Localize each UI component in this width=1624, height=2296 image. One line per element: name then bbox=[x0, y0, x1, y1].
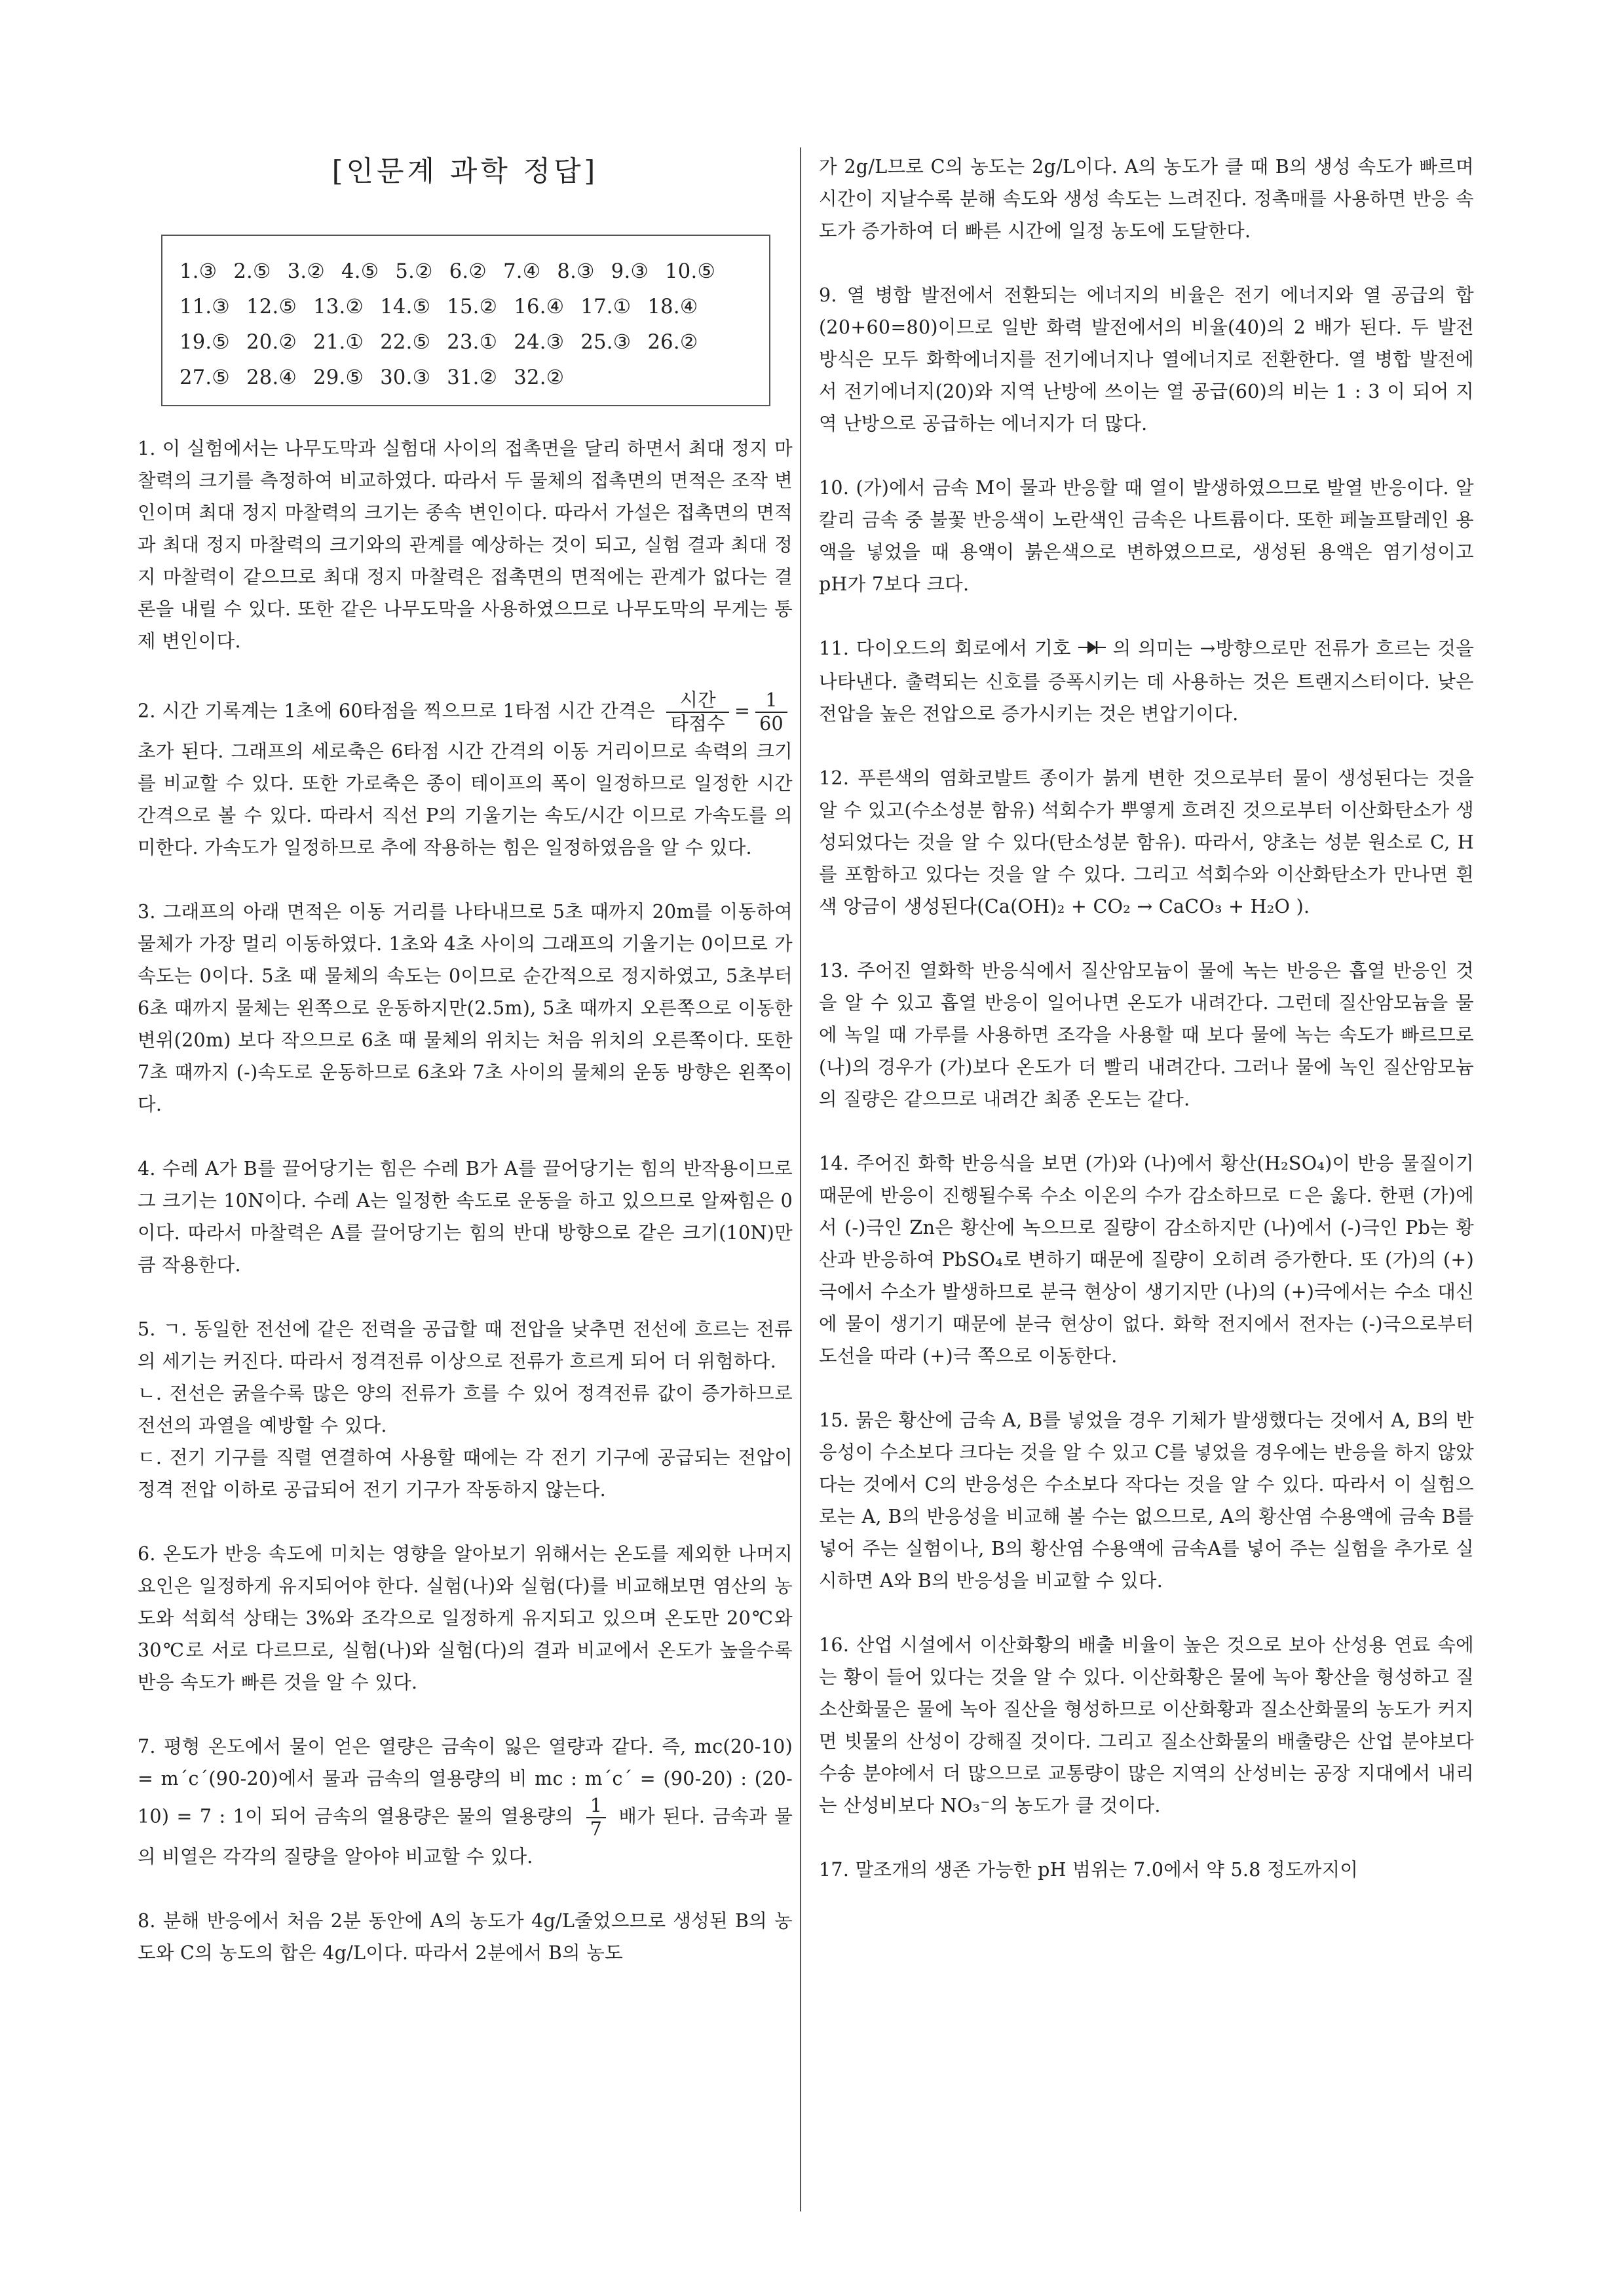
answer-item: 19.⑤ bbox=[179, 331, 231, 354]
explanation-10: 10. (가)에서 금속 M이 물과 반응할 때 열이 발생하였으므로 발열 반응이다. 알칼리 금속 중 불꽃 반응색이 노란색인 금속은 나트륨이다. 또한 페놀프탈레인 용액을 넣었을 때 용액이 붉은색으로 변하였으므로, 생성된 용액은 염기성이고 pH가 7보다 크다. bbox=[819, 477, 1474, 595]
answer-item: 22.⑤ bbox=[380, 331, 431, 354]
answer-item: 5.② bbox=[395, 260, 433, 283]
answer-item: 32.② bbox=[514, 366, 565, 389]
fraction-one-sixtieth bbox=[755, 689, 787, 735]
explanation-6: 6. 온도가 반응 속도에 미치는 영향을 알아보기 위해서는 온도를 제외한 나머지 요인은 일정하게 유지되어야 한다. 실험(나)와 실험(다)를 비교해보면 염산의 농도와 석회석 상태는 3%와 조각으로 일정하게 유지되고 있으며 온도만 20℃와 30℃로 서로 다르므로, 실험(나)와 실험(다)의 결과 비교에서 온도가 높을수록 반응 속도가 빠른 것을 알 수 있다. bbox=[138, 1543, 793, 1693]
explanation-11-intro: 11. 다이오드의 회로에서 기호 bbox=[819, 638, 1071, 659]
answer-item: 16.④ bbox=[514, 296, 565, 318]
explanation-17-start: 17. 말조개의 생존 가능한 pH 범위는 7.0에서 약 5.8 정도까지이 bbox=[819, 1859, 1359, 1881]
column-divider bbox=[800, 147, 801, 2211]
right-column bbox=[819, 151, 1474, 1886]
explanation-15: 15. 묽은 황산에 금속 A, B를 넣었을 경우 기체가 발생했다는 것에서 A, B의 반응성이 수소보다 크다는 것을 알 수 있고 C를 넣었을 경우에는 반응을 하지 않았다는 것에서 C의 반응성은 수소보다 작다는 것을 알 수 있다. 따라서 이 실험으로는 A, B의 반응성을 비교해 볼 수는 없으므로, A의 황산염 수용액에 금속 B를 넣어 주는 실험이나, B의 황산염 수용액에 금속A를 넣어 주는 실험을 추가로 실시하면 A와 B의 반응성을 비교할 수 있다. bbox=[819, 1409, 1474, 1592]
explanation-1: 1. 이 실험에서는 나무도막과 실험대 사이의 접촉면을 달리 하면서 최대 정지 마찰력의 크기를 측정하여 비교하였다. 따라서 두 물체의 접촉면의 면적은 조작 변인이며 최대 정지 마찰력의 크기는 종속 변인이다. 따라서 가설은 접촉면의 면적과 최대 정지 마찰력의 크기와의 관계를 예상하는 것이 되고, 실험 결과 최대 정지 마찰력이 같으므로 최대 정지 마찰력은 접촉면의 면적에는 관계가 없다는 결론을 내릴 수 있다. 또한 같은 나무도막을 사용하였으므로 나무도막의 무게는 통제 변인이다. bbox=[138, 438, 793, 652]
explanation-16: 16. 산업 시설에서 이산화황의 배출 비율이 높은 것으로 보아 산성용 연료 속에는 황이 들어 있다는 것을 알 수 있다. 이산화황은 물에 녹아 황산을 형성하고 질소산화물은 물에 녹아 질산을 형성하므로 이산화황과 질소산화물의 농도가 커지면 빗물의 산성이 강해질 것이다. 그리고 질소산화물의 배출량은 산업 분야보다 수송 분야에서 더 많으므로 교통량이 많은 지역의 산성비는 공장 지대에서 내리는 산성비보다 NO₃⁻의 농도가 클 것이다. bbox=[819, 1634, 1474, 1816]
explanation-7-body: 배가 된다. 금속과 물의 비열은 각각의 질량을 알아야 비교할 수 있다. bbox=[138, 1805, 793, 1867]
fraction-numerator: 1 bbox=[755, 689, 787, 713]
answer-item: 7.④ bbox=[503, 260, 541, 283]
left-column bbox=[138, 152, 793, 1969]
explanation-8-start: 8. 분해 반응에서 처음 2분 동안에 A의 농도가 4g/L줄었으므로 생성된 B의 농도와 C의 농도의 합은 4g/L이다. 따라서 2분에서 B의 농도 bbox=[138, 1910, 793, 1964]
answer-item: 13.② bbox=[313, 296, 364, 318]
explanation-13: 13. 주어진 열화학 반응식에서 질산암모늄이 물에 녹는 반응은 흡열 반응인 것을 알 수 있고 흡열 반응이 일어나면 온도가 내려간다. 그런데 질산암모늄을 물에 녹일 때 가루를 사용하면 조각을 사용할 때 보다 물에 녹는 속도가 빠르므로 (나)의 경우가 (가)보다 온도가 더 빨리 내려간다. 그러나 물에 녹인 질산암모늄의 질량은 같으므로 내려간 최종 온도는 같다. bbox=[819, 960, 1474, 1110]
explanation-11 bbox=[819, 632, 1474, 730]
chemical-equation: Ca(OH)₂ + CO₂ → CaCO₃ + H₂O bbox=[984, 896, 1291, 917]
fraction-denominator: 60 bbox=[759, 713, 784, 735]
answer-item: 26.② bbox=[647, 331, 698, 354]
answer-item: 27.⑤ bbox=[179, 366, 231, 389]
answer-item: 1.③ bbox=[179, 260, 217, 283]
explanation-7 bbox=[138, 1731, 793, 1873]
fraction-denominator: 타점수 bbox=[670, 713, 725, 735]
explanation-12 bbox=[819, 762, 1474, 923]
explanation-2 bbox=[138, 689, 793, 864]
answer-item: 6.② bbox=[449, 260, 487, 283]
explanation-12-end: ). bbox=[1296, 896, 1310, 917]
fraction-one-seventh bbox=[586, 1795, 606, 1841]
answer-item: 11.③ bbox=[179, 296, 231, 318]
explanation-7-intro: 7. 평형 온도에서 물이 얻은 열량은 금속이 잃은 열량과 같다. 즉, mc(20-10) = m´c´(90-20)에서 물과 금속의 열용량의 비 mc : m´c´ = (90-20) : (20-10) = 7 : 1이 되어 금속의 열용량은 물의 열용량의 bbox=[138, 1736, 793, 1827]
explanation-2-body: 초가 된다. 그래프의 세로축은 6타점 시간 간격의 이동 거리이므로 속력의 크기를 비교할 수 있다. 또한 가로축은 종이 테이프의 폭이 일정하므로 일정한 시간 간격으로 볼 수 있다. 따라서 직선 P의 기울기는 속도/시간 이므로 가속도를 의미한다. 가속도가 일정하므로 추에 작용하는 힘은 일정하였음을 알 수 있다. bbox=[138, 740, 793, 858]
answer-item: 17.① bbox=[580, 296, 632, 318]
answer-item: 18.④ bbox=[647, 296, 698, 318]
explanation-5 bbox=[138, 1313, 793, 1506]
fraction-time-per-dot bbox=[666, 689, 729, 735]
answer-item: 15.② bbox=[447, 296, 498, 318]
explanation-3: 3. 그래프의 아래 면적은 이동 거리를 나타내므로 5초 때까지 20m를 이동하여 물체가 가장 멀리 이동하였다. 1초와 4초 사이의 그래프의 기울기는 0이므로 가속도는 0이다. 5초 때 물체의 속도는 0이므로 순간적으로 정지하였고, 5초부터 6초 때까지 물체는 왼쪽으로 운동하지만(2.5m), 5초 때까지 오른쪽으로 이동한 변위(20m) 보다 작으므로 6초 때 물체의 위치는 처음 위치의 오른쪽이다. 또한 7초 때까지 (-)속도로 운동하므로 6초와 7초 사이의 물체의 운동 방향은 왼쪽이다. bbox=[138, 901, 793, 1115]
answer-item: 25.③ bbox=[580, 331, 632, 354]
answer-item: 8.③ bbox=[557, 260, 595, 283]
explanation-5-a: 5. ㄱ. 동일한 전선에 같은 전력을 공급할 때 전압을 낮추면 전선에 흐르는 전류의 세기는 커진다. 따라서 정격전류 이상으로 전류가 흐르게 되어 더 위험하다. bbox=[138, 1318, 793, 1372]
answer-item: 31.② bbox=[447, 366, 498, 389]
answer-item: 29.⑤ bbox=[313, 366, 364, 389]
page-title: [인문계 과학 정답] bbox=[331, 155, 599, 188]
answer-item: 21.① bbox=[313, 331, 364, 354]
answer-item: 12.⑤ bbox=[246, 296, 297, 318]
answer-item: 2.⑤ bbox=[233, 260, 271, 283]
answer-item: 24.③ bbox=[514, 331, 565, 354]
answer-item: 30.③ bbox=[380, 366, 431, 389]
explanation-2-intro: 2. 시간 기록계는 1초에 60타점을 찍으므로 1타점 시간 간격은 bbox=[138, 700, 655, 722]
explanation-5-b: ㄴ. 전선은 굵을수록 많은 양의 전류가 흐를 수 있어 정격전류 값이 증가하므로 전선의 과열을 예방할 수 있다. bbox=[138, 1383, 793, 1436]
diode-symbol-icon bbox=[1078, 634, 1106, 666]
explanation-4: 4. 수레 A가 B를 끌어당기는 힘은 수레 B가 A를 끌어당기는 힘의 반작용이므로 그 크기는 10N이다. 수레 A는 일정한 속도로 운동을 하고 있으므로 알짜힘은 0이다. 따라서 마찰력은 A를 끌어당기는 힘의 반대 방향으로 같은 크기(10N)만큼 작용한다. bbox=[138, 1158, 793, 1276]
answer-item: 28.④ bbox=[246, 366, 297, 389]
answer-key-box bbox=[161, 235, 770, 406]
answer-item: 10.⑤ bbox=[665, 260, 716, 283]
answer-item: 3.② bbox=[287, 260, 326, 283]
answer-item: 4.⑤ bbox=[341, 260, 379, 283]
explanation-11-body: 의 의미는 →방향으로만 전류가 흐르는 것을 나타낸다. 출력되는 신호를 증폭시키는 데 사용하는 것은 트랜지스터이다. 낮은 전압을 높은 전압으로 증가시키는 것은 변압기이다. bbox=[819, 638, 1475, 725]
explanation-5-c: ㄷ. 전기 기구를 직렬 연결하여 사용할 때에는 각 전기 기구에 공급되는 전압이 정격 전압 이하로 공급되어 전기 기구가 작동하지 않는다. bbox=[138, 1447, 793, 1501]
explanation-9: 9. 열 병합 발전에서 전환되는 에너지의 비율은 전기 에너지와 열 공급의 합(20+60=80)이므로 일반 화력 발전에서의 비율(40)의 2 배가 된다. 두 발전 방식은 모두 화학에너지를 전기에너지나 열에너지로 전환한다. 열 병합 발전에서 전기에너지(20)와 지역 난방에 쓰이는 열 공급(60)의 비는 1 : 3 이 되어 지역 난방으로 공급하는 에너지가 더 많다. bbox=[819, 284, 1474, 434]
explanation-12-body: 12. 푸른색의 염화코발트 종이가 붉게 변한 것으로부터 물이 생성된다는 것을 알 수 있고(수소성분 함유) 석회수가 뿌옇게 흐려진 것으로부터 이산화탄소가 생성되었다는 것을 알 수 있다(탄소성분 함유). 따라서, 양초는 성분 원소로 C, H를 포함하고 있다는 것을 알 수 있다. 그리고 석회수와 이산화탄소가 만나면 흰색 앙금이 생성된다( bbox=[819, 767, 1474, 917]
answer-item: 23.① bbox=[447, 331, 498, 354]
fraction-numerator: 1 bbox=[586, 1795, 606, 1818]
explanation-14: 14. 주어진 화학 반응식을 보면 (가)와 (나)에서 황산(H₂SO₄)이 반응 물질이기 때문에 반응이 진행될수록 수소 이온의 수가 감소하므로 ㄷ은 옳다. 한편 (가)에서 (-)극인 Zn은 황산에 녹으므로 질량이 감소하지만 (나)에서 (-)극인 Pb는 황산과 반응하여 PbSO₄로 변하기 때문에 질량이 오히려 증가한다. 또 (가)의 (+)극에서 수소가 발생하므로 분극 현상이 생기지만 (나)의 (+)극에서는 수소 대신에 물이 생기기 때문에 분극 현상이 없다. 화학 전지에서 전자는 (-)극으로부터 도선을 따라 (+)극 쪽으로 이동한다. bbox=[819, 1153, 1474, 1367]
answer-item: 9.③ bbox=[611, 260, 649, 283]
fraction-numerator: 시간 bbox=[666, 689, 729, 713]
answer-item: 20.② bbox=[246, 331, 297, 354]
explanation-8-continued: 가 2g/L므로 C의 농도는 2g/L이다. A의 농도가 클 때 B의 생성 속도가 빠르며 시간이 지날수록 분해 속도와 생성 속도는 느려진다. 정촉매를 사용하면 반응 속도가 증가하여 더 빠른 시간에 일정 농도에 도달한다. bbox=[819, 156, 1474, 242]
answer-item: 14.⑤ bbox=[380, 296, 431, 318]
equals-sign: = bbox=[734, 700, 751, 722]
fraction-denominator: 7 bbox=[590, 1818, 603, 1840]
